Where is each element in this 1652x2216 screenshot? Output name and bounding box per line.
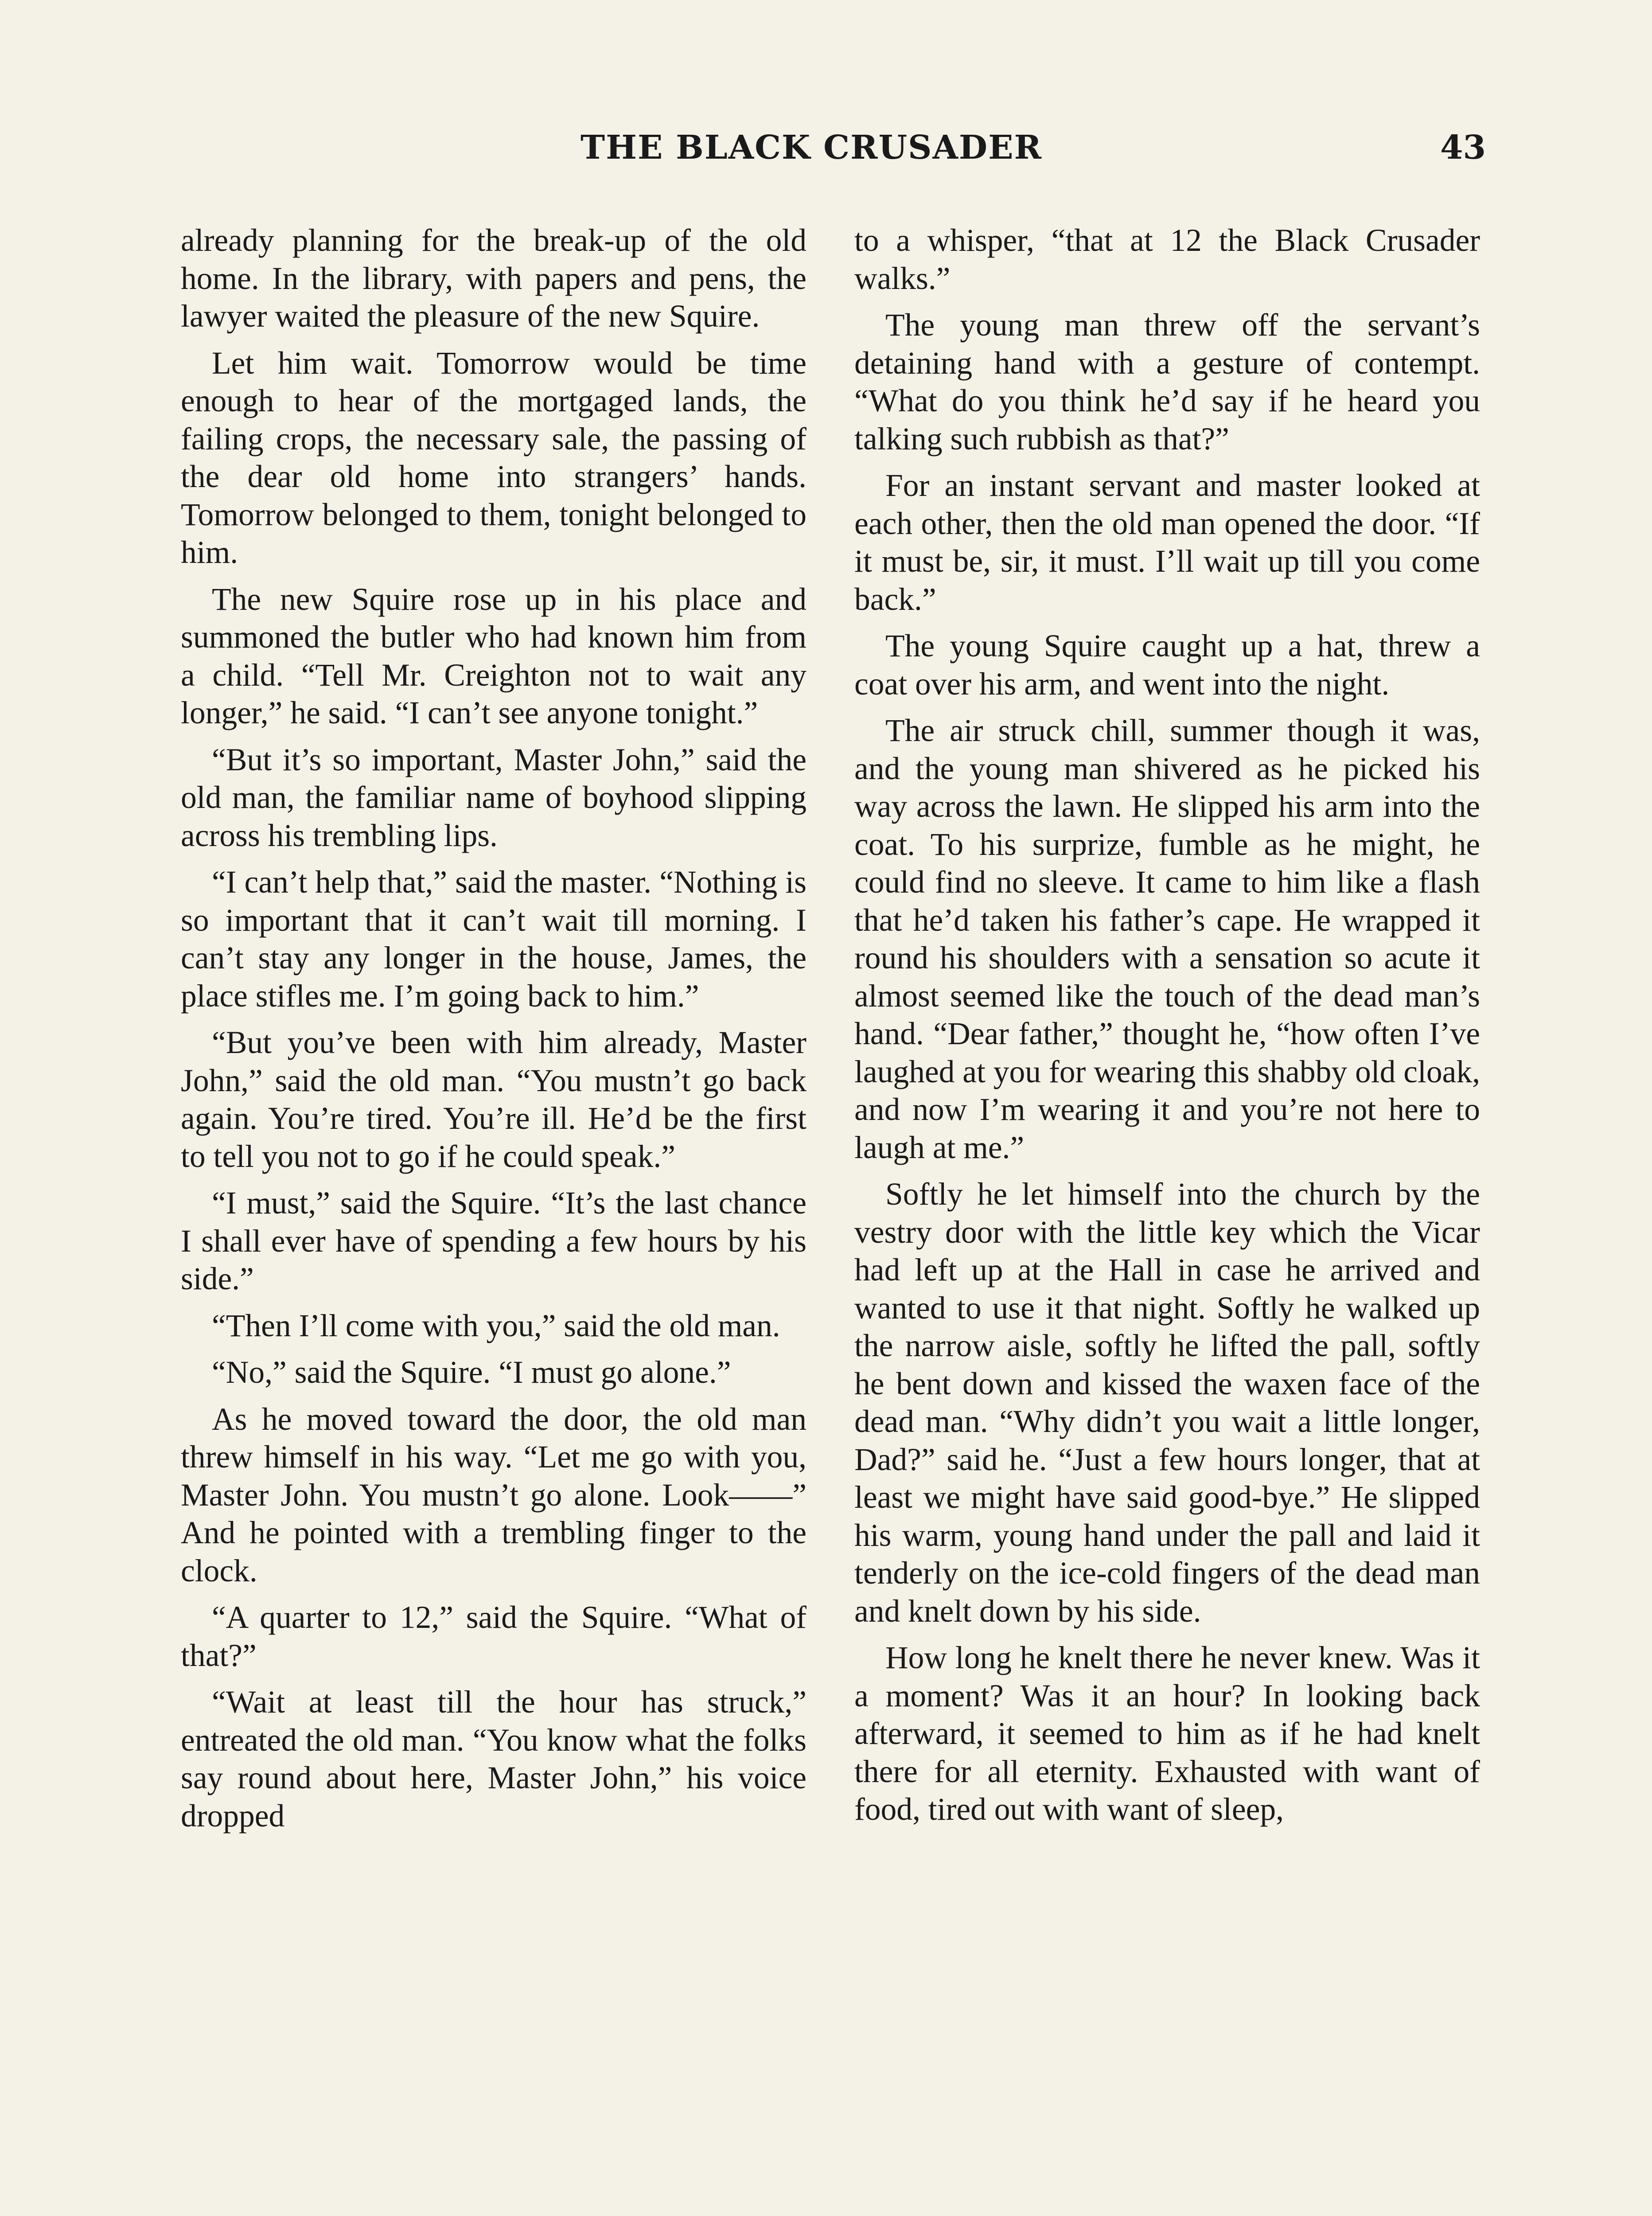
- paragraph: The air struck chill, summer though it was, and the young man shivered as he picked his way across the lawn. He slipped his arm into the coat. To his surprize, fumble as he might, he could find no sleeve. It came to him like a flash that he’d taken his father’s cape. He wrapped it round his shoulders with a sensation so acute it almost seemed like the touch of the dead man’s hand. “Dear father,” thought he, “how often I’ve laughed at you for wearing this shabby old cloak, and now I’m wearing it and you’re not here to laugh at me.”: [854, 713, 1480, 1165]
- paragraph: “I can’t help that,” said the master. “Nothing is so important that it can’t wait till morning. I can’t stay any longer in the house, James, the place stifles me. I’m going back to him.”: [181, 865, 807, 1014]
- paragraph: already planning for the break-up of the old home. In the library, with papers and pens, the lawyer waited the pleasure of the new Squire.: [181, 223, 807, 334]
- paragraph: “Then I’ll come with you,” said the old man.: [212, 1308, 780, 1343]
- paragraph: “I must,” said the Squire. “It’s the last chance I shall ever have of spending a few hours by his side.”: [181, 1186, 807, 1296]
- left-column: [181, 222, 807, 2216]
- paragraph: “No,” said the Squire. “I must go alone.”: [212, 1355, 731, 1390]
- paragraph: Let him wait. Tomorrow would be time enough to hear of the mortgaged lands, the failing crops, the necessary sale, the passing of the dear old home into strangers’ hands. Tomorrow belonged to them, tonight belonged to him.: [181, 345, 807, 570]
- paragraph: “But it’s so important, Master John,” said the old man, the familiar name of boyhood slipping across his trembling lips.: [181, 742, 807, 853]
- paragraph: For an instant servant and master looked at each other, then the old man opened the door. “If it must be, sir, it must. I’ll wait up till you come back.”: [854, 468, 1480, 617]
- paragraph: “A quarter to 12,” said the Squire. “What of that?”: [181, 1600, 807, 1673]
- running-title: THE BLACK CRUSADER: [581, 129, 1042, 167]
- paragraph: The young Squire caught up a hat, threw a coat over his arm, and went into the night.: [854, 628, 1480, 702]
- paragraph: “Wait at least till the hour has struck,” entreated the old man. “You know what the folks say round about here, Master John,” his voice dropped: [181, 1685, 807, 1834]
- paragraph: Softly he let himself into the church by the vestry door with the little key which the Vicar had left up at the Hall in case he arrived and wanted to use it that night. Softly he walked up the narrow aisle, softly he lifted the pall, softly he bent down and kissed the waxen face of the dead man. “Why didn’t you wait a little longer, Dad?” said he. “Just a few hours longer, that at least we might have said good-bye.” He slipped his warm, young hand under the pall and laid it tenderly on the ice-cold fingers of the dead man and knelt down by his side.: [854, 1177, 1480, 1629]
- page-number: 43: [1440, 129, 1486, 167]
- paragraph: to a whisper, “that at 12 the Black Crusader walks.”: [854, 223, 1480, 296]
- paragraph: How long he knelt there he never knew. Was it a moment? Was it an hour? In looking back afterward, it seemed to him as if he had knelt there for all eternity. Exhausted with want of food, tired out with want of sleep,: [854, 1640, 1480, 1827]
- paragraph: The young man threw off the servant’s detaining hand with a gesture of contempt. “What do you think he’d say if he heard you talking such rubbish as that?”: [854, 308, 1480, 456]
- paragraph: “But you’ve been with him already, Master John,” said the old man. “You mustn’t go back again. You’re tired. You’re ill. He’d be the first to tell you not to go if he could speak.”: [181, 1025, 807, 1174]
- page-header: [0, 129, 1652, 177]
- right-column: [854, 222, 1480, 2216]
- paragraph: The new Squire rose up in his place and summoned the butler who had known him from a child. “Tell Mr. Creighton not to wait any longer,” he said. “I can’t see anyone tonight.”: [181, 581, 807, 730]
- paragraph: As he moved toward the door, the old man threw himself in his way. “Let me go with you, Master John. You mustn’t go alone. Look——” And he pointed with a trembling finger to the clock.: [181, 1401, 807, 1588]
